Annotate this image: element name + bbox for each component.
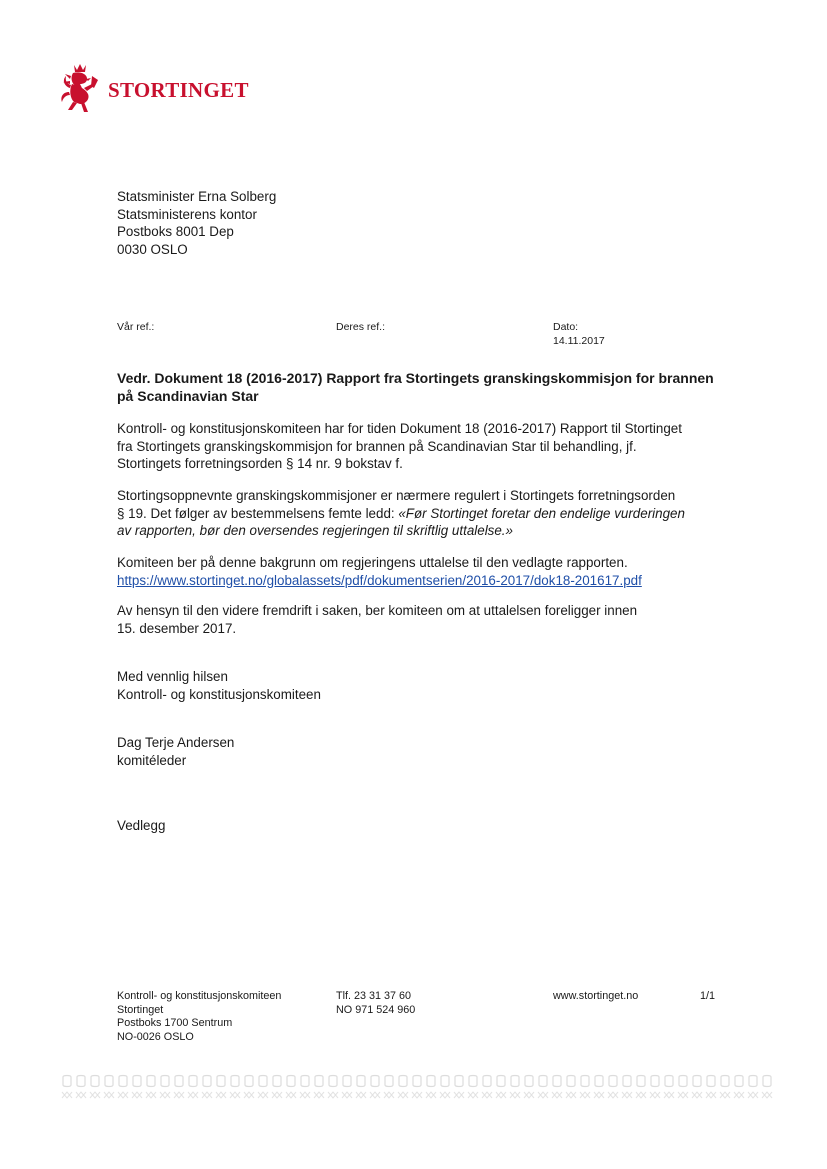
paragraph-line: Stortingets forretningsorden § 14 nr. 9 bokstav f. <box>117 456 403 471</box>
paragraph-line: Stortingsoppnevnte granskingskommisjoner er nærmere regulert i Stortingets forretningsorden <box>117 488 676 503</box>
paragraph-line: Av hensyn til den videre fremdrift i saken, ber komiteen om at uttalelsen foreligger innen <box>117 603 638 618</box>
footer-website: www.stortinget.no <box>553 990 639 1002</box>
paragraph-line <box>117 505 727 523</box>
closing-greeting: Med vennlig hilsen <box>117 669 228 684</box>
footer-contact <box>336 990 415 1017</box>
paragraph-text: § 19. Det følger av bestemmelsens femte ledd: <box>117 505 399 521</box>
recipient-line: Statsministerens kontor <box>117 206 257 222</box>
quoted-text: av rapporten, bør den oversendes regjeringen til skriftlig uttalelse.» <box>117 523 513 538</box>
footer-org-no: NO 971 524 960 <box>336 1003 416 1016</box>
paragraph-line: Kontroll- og konstitusjonskomiteen har for tiden Dokument 18 (2016-2017) Rapport til Stortinget <box>117 421 682 436</box>
recipient-address <box>117 188 276 258</box>
footer-address-line: Stortinget <box>117 1003 164 1016</box>
recipient-line: Statsminister Erna Solberg <box>117 189 277 204</box>
your-ref-label: Deres ref.: <box>336 321 386 333</box>
date-label: Dato: <box>553 321 579 333</box>
stortinget-logo <box>58 62 249 116</box>
paragraph-line: fra Stortingets granskingskommisjon for brannen på Scandinavian Star til behandling, jf. <box>117 438 637 454</box>
report-link[interactable]: https://www.stortinget.no/globalassets/pdf/dokumentserien/2016-2017/dok18-201617.pdf <box>117 572 642 588</box>
signature <box>117 734 727 769</box>
attachment-label: Vedlegg <box>117 818 166 833</box>
signer-name: Dag Terje Andersen <box>117 735 235 750</box>
date-block <box>553 320 605 348</box>
paragraph-1 <box>117 420 727 473</box>
date-value: 14.11.2017 <box>553 335 605 347</box>
footer-phone: Tlf. 23 31 37 60 <box>336 990 412 1002</box>
recipient-line: 0030 OSLO <box>117 241 188 257</box>
our-ref-label: Vår ref.: <box>117 321 155 333</box>
closing <box>117 668 727 703</box>
paragraph-2 <box>117 487 727 540</box>
letter-subject: Vedr. Dokument 18 (2016-2017) Rapport fra Stortingets granskingskommisjon for brannen på Scandinavian Star <box>117 370 714 404</box>
quoted-text: «Før Stortinget foretar den endelige vurderingen <box>398 505 685 521</box>
norwegian-lion-icon <box>58 62 102 116</box>
footer-address-line: Postboks 1700 Sentrum <box>117 1017 233 1029</box>
recipient-line: Postboks 8001 Dep <box>117 224 234 239</box>
paragraph-4 <box>117 602 727 637</box>
footer-address-line: NO-0026 OSLO <box>117 1030 194 1043</box>
paragraph-line: Komiteen ber på denne bakgrunn om regjeringens uttalelse til den vedlagte rapporten. <box>117 555 628 570</box>
signer-title: komitéleder <box>117 752 187 768</box>
paragraph-line: 15. desember 2017. <box>117 620 237 636</box>
closing-committee: Kontroll- og konstitusjonskomiteen <box>117 686 321 702</box>
page-number: 1/1 <box>700 990 716 1002</box>
paragraph-3 <box>117 554 727 589</box>
footer-address-line: Kontroll- og konstitusjonskomiteen <box>117 990 282 1002</box>
security-pattern-strip <box>60 1074 775 1104</box>
footer-address <box>117 990 281 1044</box>
logo-text: STORTINGET <box>108 77 249 102</box>
